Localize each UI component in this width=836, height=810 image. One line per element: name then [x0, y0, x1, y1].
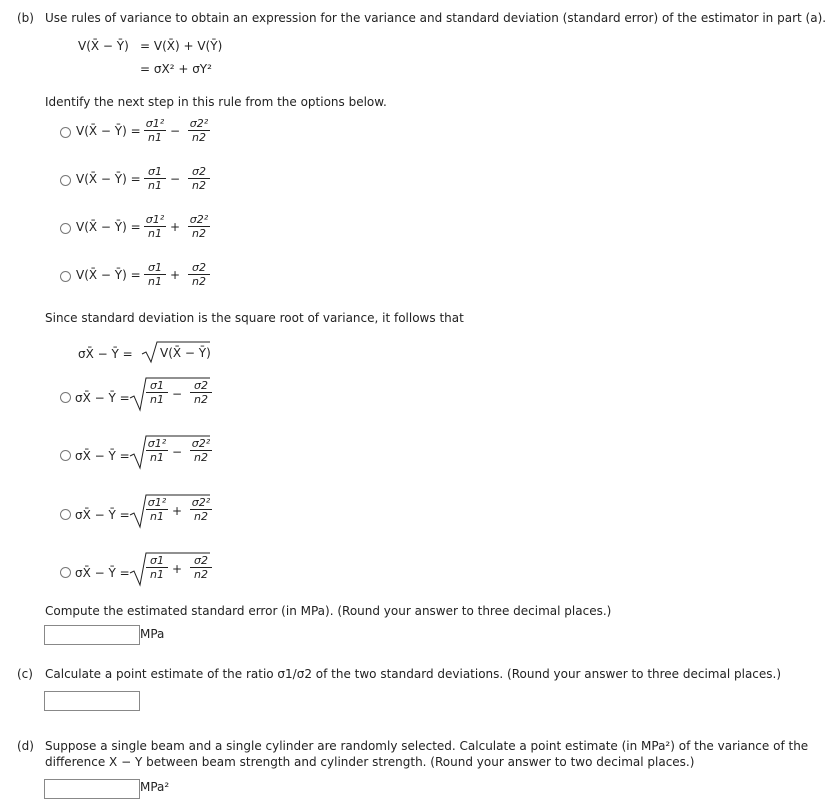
variance-option-radio[interactable] [60, 175, 71, 186]
sd-option-fraction-1 [146, 380, 168, 406]
variance-option-fraction-1-numerator: σ1² [145, 213, 165, 226]
compute-prompt: Compute the estimated standard error (in MPa). (Round your answer to three decimal places.) [45, 604, 612, 618]
part-d-question-line2: difference X − Y between beam strength and cylinder strength. (Round your answer to two decimal places.) [45, 755, 695, 769]
sd-option-fraction-2-numerator: σ2 [194, 379, 208, 392]
variance-difference-unit: MPa² [140, 780, 170, 794]
sd-option-fraction-1-denominator: n1 [150, 393, 164, 406]
part-d-label: (d) [17, 739, 34, 753]
sd-option-operator: − [172, 445, 183, 459]
sd-option-fraction-1 [146, 438, 168, 464]
sd-option-fraction-2-numerator: σ2 [194, 554, 208, 567]
variance-option-fraction-2-denominator: n2 [192, 227, 206, 240]
variance-option-fraction-2-numerator: σ2² [189, 213, 209, 226]
sd-option-fraction-1-denominator: n1 [150, 510, 164, 523]
variance-option-fraction-1 [144, 214, 166, 240]
part-d-question-line1: Suppose a single beam and a single cylinder are randomly selected. Calculate a point estimate (in MPa²) of the variance of the [45, 739, 809, 753]
sd-option-operator: + [172, 504, 183, 518]
sd-option-operator: − [172, 387, 183, 401]
sd-option-fraction-2-denominator: n2 [194, 451, 208, 464]
variance-option-fraction-1-denominator: n1 [148, 179, 162, 192]
variance-option-fraction-2-numerator: σ2² [189, 117, 209, 130]
variance-option-radio[interactable] [60, 223, 71, 234]
sd-lhs: σX̄ − Ȳ = [78, 347, 133, 361]
sd-option-fraction-2-denominator: n2 [194, 393, 208, 406]
variance-option-lhs: V(X̄ − Ȳ) = [76, 268, 141, 282]
sd-option-operator: + [172, 562, 183, 576]
sd-option-fraction-1 [146, 497, 168, 523]
sd-option-fraction-2 [190, 497, 212, 523]
sd-option-lhs: σX̄ − Ȳ = [75, 566, 130, 580]
sd-option-radio[interactable] [60, 450, 71, 461]
part-b-label: (b) [17, 11, 34, 25]
variance-option-fraction-1-numerator: σ1 [148, 165, 162, 178]
variance-option-fraction-1-numerator: σ1 [148, 261, 162, 274]
variance-option-fraction-1-numerator: σ1² [145, 117, 165, 130]
variance-option-fraction-2 [188, 214, 210, 240]
variance-option-lhs: V(X̄ − Ȳ) = [76, 220, 141, 234]
variance-option-fraction-2 [188, 262, 210, 288]
sd-option-fraction-2-numerator: σ2² [191, 437, 211, 450]
sd-option-fraction-1-numerator: σ1² [147, 496, 167, 509]
variance-option-fraction-2-denominator: n2 [192, 275, 206, 288]
variance-option-fraction-1-denominator: n1 [148, 275, 162, 288]
variance-option-fraction-1 [144, 166, 166, 192]
standard-error-input[interactable] [44, 625, 140, 645]
identify-prompt: Identify the next step in this rule from the options below. [45, 95, 387, 109]
variance-option-fraction-2-numerator: σ2 [192, 165, 206, 178]
variance-option-operator: − [170, 124, 181, 138]
sd-option-fraction-1-numerator: σ1² [147, 437, 167, 450]
sd-statement: Since standard deviation is the square root of variance, it follows that [45, 311, 464, 325]
variance-option-fraction-2 [188, 118, 210, 144]
sd-option-lhs: σX̄ − Ȳ = [75, 449, 130, 463]
sd-option-radio[interactable] [60, 509, 71, 520]
variance-difference-input[interactable] [44, 779, 140, 799]
sd-option-lhs: σX̄ − Ȳ = [75, 508, 130, 522]
sd-option-fraction-2-denominator: n2 [194, 510, 208, 523]
variance-option-fraction-2-denominator: n2 [192, 131, 206, 144]
variance-option-fraction-2-denominator: n2 [192, 179, 206, 192]
variance-option-operator: − [170, 172, 181, 186]
sd-option-fraction-2 [190, 380, 212, 406]
variance-option-lhs: V(X̄ − Ȳ) = [76, 124, 141, 138]
variance-option-fraction-1-denominator: n1 [148, 227, 162, 240]
standard-error-unit: MPa [140, 627, 165, 641]
variance-option-fraction-2 [188, 166, 210, 192]
variance-option-radio[interactable] [60, 127, 71, 138]
rule-line1-rhs: = V(X̄) + V(Ȳ) [140, 39, 223, 53]
variance-option-radio[interactable] [60, 271, 71, 282]
variance-option-fraction-1-denominator: n1 [148, 131, 162, 144]
part-b-question: Use rules of variance to obtain an expression for the variance and standard deviation (standard error) of the estimator in part (a). [45, 11, 827, 25]
sd-option-fraction-1-denominator: n1 [150, 568, 164, 581]
sd-option-lhs: σX̄ − Ȳ = [75, 391, 130, 405]
variance-option-operator: + [170, 268, 181, 282]
rule-line2: = σX² + σY² [140, 62, 212, 76]
part-c-label: (c) [17, 667, 33, 681]
sd-option-fraction-1-denominator: n1 [150, 451, 164, 464]
sd-option-fraction-1 [146, 555, 168, 581]
ratio-input[interactable] [44, 691, 140, 711]
sd-option-radio[interactable] [60, 392, 71, 403]
sd-option-fraction-2-numerator: σ2² [191, 496, 211, 509]
variance-option-fraction-1 [144, 262, 166, 288]
sd-option-fraction-1-numerator: σ1 [150, 554, 164, 567]
sd-rhs: V(X̄ − Ȳ) [160, 346, 211, 360]
sd-option-radio[interactable] [60, 567, 71, 578]
sd-option-fraction-2 [190, 555, 212, 581]
sd-option-fraction-1-numerator: σ1 [150, 379, 164, 392]
variance-option-lhs: V(X̄ − Ȳ) = [76, 172, 141, 186]
rule-line1-lhs: V(X̄ − Ȳ) [78, 39, 129, 53]
part-c-question: Calculate a point estimate of the ratio σ1/σ2 of the two standard deviations. (Round your answer to three decimal places.) [45, 667, 782, 681]
variance-option-operator: + [170, 220, 181, 234]
sd-option-fraction-2 [190, 438, 212, 464]
variance-option-fraction-2-numerator: σ2 [192, 261, 206, 274]
variance-option-fraction-1 [144, 118, 166, 144]
sd-option-fraction-2-denominator: n2 [194, 568, 208, 581]
